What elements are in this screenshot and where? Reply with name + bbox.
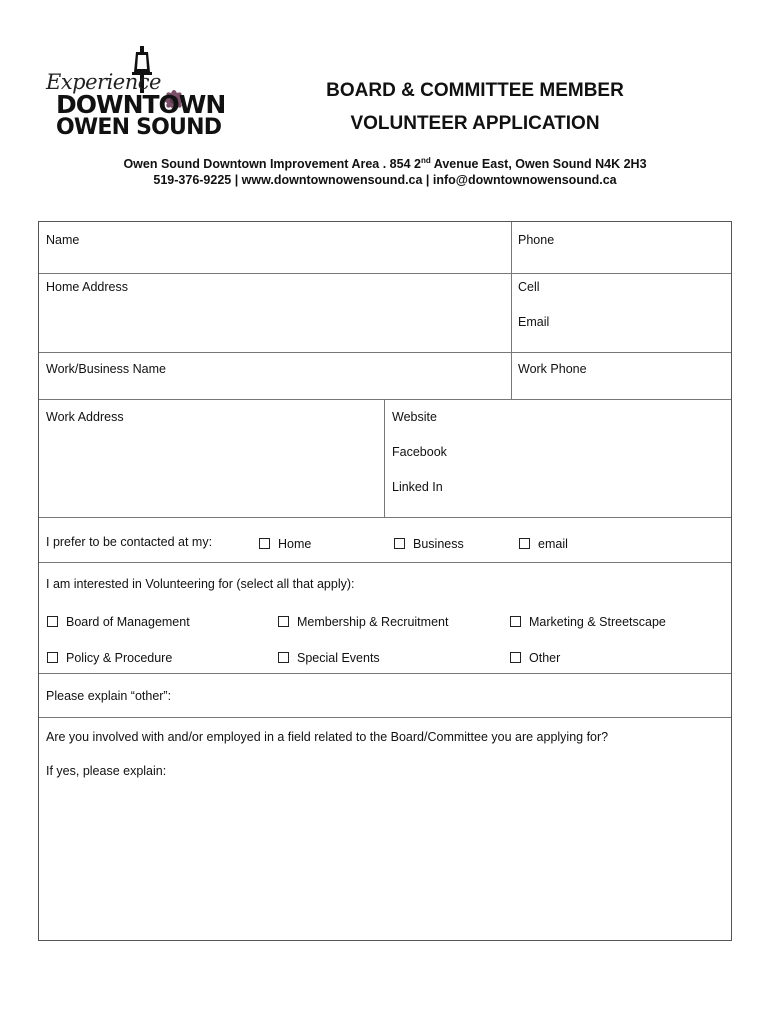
checkbox-icon	[259, 538, 270, 549]
name-field[interactable]: Name	[46, 233, 80, 247]
address-post: Avenue East, Owen Sound N4K 2H3	[430, 157, 647, 172]
interest-marketing-label: Marketing & Streetscape	[529, 615, 666, 629]
interest-other-checkbox[interactable]	[510, 651, 560, 665]
address-sup: nd	[420, 156, 431, 165]
interest-membership-checkbox[interactable]	[278, 615, 448, 629]
email-field[interactable]: Email	[518, 315, 550, 329]
checkbox-icon	[278, 616, 289, 627]
involved-question: Are you involved with and/or employed in a field related to the Board/Committee you are applying for?	[46, 730, 609, 744]
explain-other-field[interactable]: Please explain “other”:	[46, 689, 172, 703]
checkbox-icon	[394, 538, 405, 549]
home-address-field[interactable]: Home Address	[46, 280, 128, 294]
address-line	[0, 156, 770, 171]
contact-home-label: Home	[278, 537, 312, 551]
work-address-field[interactable]: Work Address	[46, 410, 124, 424]
checkbox-icon	[47, 616, 58, 627]
contact-preference-label: I prefer to be contacted at my:	[46, 535, 213, 549]
contact-home-checkbox[interactable]	[259, 537, 311, 551]
cell-field[interactable]: Cell	[518, 280, 540, 294]
checkbox-icon	[510, 652, 521, 663]
interest-policy-label: Policy & Procedure	[66, 651, 173, 665]
contact-business-label: Business	[413, 537, 464, 551]
interest-board-checkbox[interactable]	[47, 615, 190, 629]
form-title-line2: VOLUNTEER APPLICATION	[350, 113, 600, 134]
facebook-field[interactable]: Facebook	[392, 445, 447, 459]
logo-downtown-text: DOWNTOWN	[56, 90, 226, 119]
interest-events-label: Special Events	[297, 651, 380, 665]
logo-script-text: Experience	[46, 70, 161, 94]
if-yes-explain-field[interactable]: If yes, please explain:	[46, 764, 167, 778]
application-form	[38, 221, 732, 941]
work-business-name-field[interactable]: Work/Business Name	[46, 362, 166, 376]
checkbox-icon	[278, 652, 289, 663]
logo-owen-sound-text: OWEN SOUND	[56, 115, 222, 140]
interest-membership-label: Membership & Recruitment	[297, 615, 449, 629]
interest-label: I am interested in Volunteering for (select all that apply):	[46, 577, 355, 591]
linkedin-field[interactable]: Linked In	[392, 480, 443, 494]
interest-other-label: Other	[529, 651, 561, 665]
website-field[interactable]: Website	[392, 410, 437, 424]
work-phone-field[interactable]: Work Phone	[518, 362, 587, 376]
checkbox-icon	[47, 652, 58, 663]
interest-events-checkbox[interactable]	[278, 651, 380, 665]
interest-marketing-checkbox[interactable]	[510, 615, 666, 629]
address-pre: Owen Sound Downtown Improvement Area . 854 2	[123, 157, 421, 172]
contact-email-label: email	[538, 537, 568, 551]
interest-policy-checkbox[interactable]	[47, 651, 172, 665]
interest-board-label: Board of Management	[66, 615, 190, 629]
contact-line: 519-376-9225 | www.downtownowensound.ca | info@downtownowensound.ca	[153, 173, 617, 187]
organization-logo	[42, 42, 227, 142]
form-title-line1: BOARD & COMMITTEE MEMBER	[326, 80, 624, 101]
checkbox-icon	[519, 538, 530, 549]
contact-business-checkbox[interactable]	[394, 537, 464, 551]
checkbox-icon	[510, 616, 521, 627]
contact-email-checkbox[interactable]	[519, 537, 568, 551]
phone-field[interactable]: Phone	[518, 233, 555, 247]
